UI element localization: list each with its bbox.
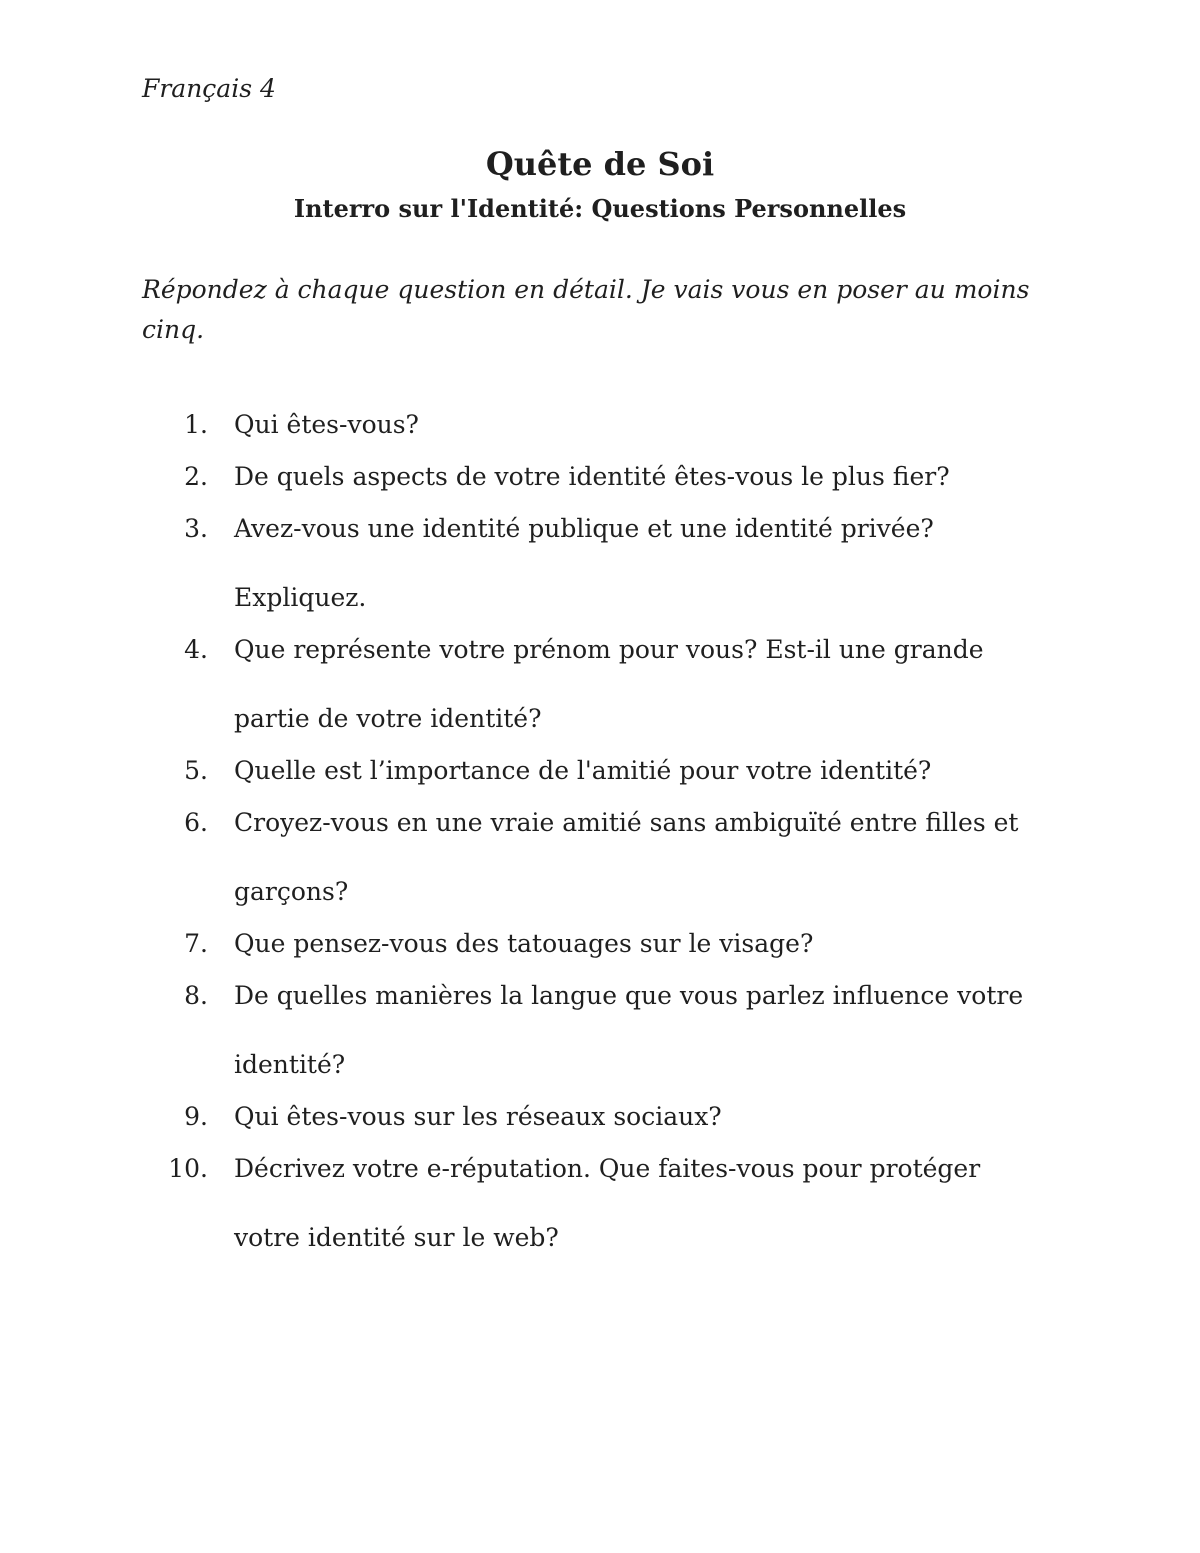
question-text: Quelle est l’importance de l'amitié pour votre identité? [234, 756, 932, 785]
question-item-10 [0, 1134, 1044, 1272]
question-number: 4. [184, 635, 208, 664]
question-text: Que pensez-vous des tatouages sur le visage? [234, 929, 814, 958]
question-item-4 [0, 615, 1044, 753]
question-text: Qui êtes-vous sur les réseaux sociaux? [234, 1102, 722, 1131]
question-text: Avez-vous une identité publique et une identité privée? Expliquez. [234, 514, 934, 612]
question-text: Décrivez votre e-réputation. Que faites-vous pour protéger votre identité sur le web? [234, 1154, 981, 1252]
question-item-8 [0, 961, 1044, 1099]
question-text: Que représente votre prénom pour vous? Est-il une grande partie de votre identité? [234, 635, 984, 733]
question-item-3 [0, 494, 1044, 632]
question-text: Qui êtes-vous? [234, 410, 419, 439]
question-text: De quelles manières la langue que vous parlez influence votre identité? [234, 981, 1024, 1079]
question-number: 3. [184, 514, 208, 543]
instructions-text: Répondez à chaque question en détail. Je vais vous en poser au moins cinq. [142, 275, 1030, 344]
question-number: 2. [184, 462, 208, 491]
question-number: 9. [184, 1102, 208, 1131]
course-label: Français 4 [142, 74, 276, 103]
question-number: 6. [184, 808, 208, 837]
question-number: 5. [184, 756, 208, 785]
question-number: 7. [184, 929, 208, 958]
page-subtitle: Interro sur l'Identité: Questions Personnelles [293, 194, 907, 223]
question-number: 1. [184, 410, 208, 439]
question-text: De quels aspects de votre identité êtes-vous le plus fier? [234, 462, 950, 491]
page-title: Quête de Soi [485, 145, 715, 183]
question-number: 8. [184, 981, 208, 1010]
question-item-6 [0, 788, 1044, 926]
question-list [0, 390, 1200, 1272]
question-number: 10. [168, 1154, 208, 1183]
question-text: Croyez-vous en une vraie amitié sans ambiguïté entre filles et garçons? [234, 808, 1019, 906]
